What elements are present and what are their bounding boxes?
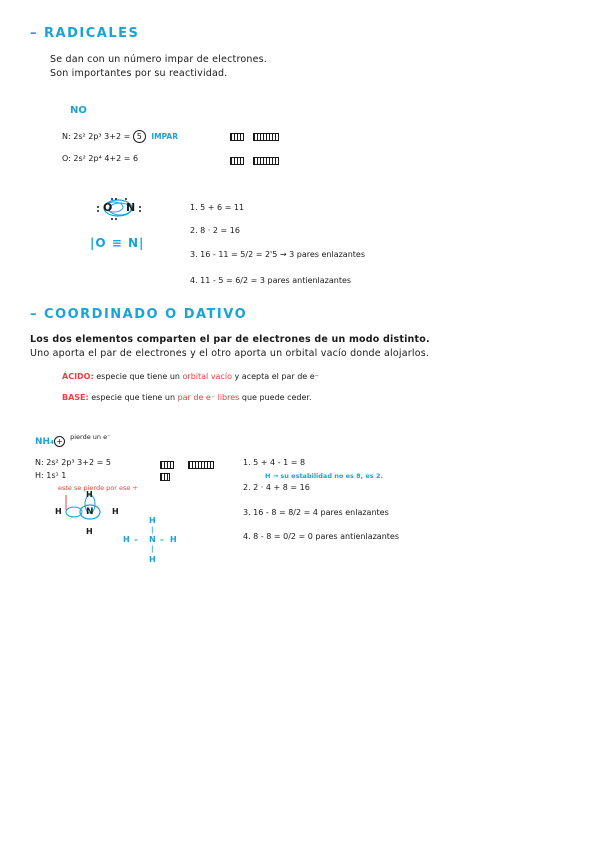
- struct-bond-left: –: [134, 535, 138, 544]
- base-label: BASE:: [62, 393, 89, 402]
- acid-definition: [62, 372, 319, 381]
- base-definition: [62, 393, 312, 402]
- coordinado-step-1: 1. 5 + 4 - 1 = 8: [243, 458, 306, 467]
- struct-h-top: H: [149, 516, 156, 525]
- charge-circled: +: [54, 436, 65, 447]
- coordinado-step-3: 3. 16 - 8 = 8/2 = 4 pares enlazantes: [243, 508, 389, 517]
- charge-note: pierde un e⁻: [70, 433, 111, 441]
- coordinado-step-2: 2. 2 · 4 + 8 = 16: [243, 483, 310, 492]
- lewis-o: O: [103, 201, 113, 214]
- radicales-line-2: Son importantes por su reactividad.: [50, 68, 228, 79]
- atom-n: N: [86, 507, 94, 517]
- radicales-line-1: Se dan con un número impar de electrones.: [50, 54, 267, 65]
- no-structure: |O ≡ N|: [90, 236, 145, 250]
- red-note: este se pierde por ese +: [58, 484, 138, 492]
- nh4-h-config: H: 1s¹ 1: [35, 471, 67, 480]
- n-count-circled: 5: [133, 130, 146, 143]
- lewis-no-drawing: [90, 195, 150, 225]
- struct-h-left: H: [123, 535, 130, 544]
- section-title-coordinado: – COORDINADO O DATIVO: [30, 307, 248, 322]
- orbital-box-icon: [253, 133, 279, 141]
- n-config-row: [62, 130, 178, 143]
- radicales-step-4: 4. 11 - 5 = 6/2 = 3 pares antienlazantes: [190, 276, 352, 285]
- atom-h-right: H: [112, 507, 119, 516]
- acid-text-2: y acepta el par de e⁻: [231, 372, 319, 381]
- orbital-box-icon: [160, 473, 170, 481]
- base-text-2: que puede ceder.: [239, 393, 312, 402]
- coordinado-line-2: Uno aporta el par de electrones y el otro aporta un orbital vacío donde alojarlos.: [30, 348, 430, 359]
- lewis-n: N: [126, 201, 136, 214]
- molecule-no: NO: [70, 105, 87, 116]
- struct-h-bottom: H: [149, 555, 156, 564]
- atom-h-bottom: H: [86, 527, 93, 536]
- atom-h-top: H: [86, 490, 93, 499]
- nh4-n-config: N: 2s² 2p³ 3+2 = 5: [35, 458, 111, 467]
- coordinado-step-4: 4. 8 - 8 = 0/2 = 0 pares antienlazantes: [243, 532, 399, 541]
- atom-h-left: H: [55, 507, 62, 516]
- struct-h-right: H: [170, 535, 177, 544]
- acid-label: ÁCIDO:: [62, 372, 94, 381]
- h-stability-note: H → su estabilidad no es 8, es 2.: [265, 472, 383, 480]
- orbital-box-icon: [253, 157, 279, 165]
- section-title-radicales: – RADICALES: [30, 26, 140, 41]
- molecule-nh4: NH₄: [35, 437, 55, 447]
- n-config: N: 2s² 2p³ 3+2 =: [62, 132, 133, 141]
- struct-bond-bottom: |: [151, 545, 154, 553]
- coordinado-line-1: Los dos elementos comparten el par de electrones de un modo distinto.: [30, 334, 430, 345]
- orbital-box-icon: [160, 461, 174, 469]
- radicales-step-2: 2. 8 · 2 = 16: [190, 226, 240, 235]
- acid-text-1: especie que tiene un: [93, 372, 183, 381]
- orbital-box-icon: [230, 133, 244, 141]
- struct-n: N: [149, 535, 156, 544]
- radicales-step-3: 3. 16 - 11 = 5/2 = 2'5 → 3 pares enlazantes: [190, 250, 366, 259]
- radicales-step-1: 1. 5 + 6 = 11: [190, 203, 245, 212]
- struct-bond-top: |: [151, 526, 154, 534]
- struct-bond-right: –: [160, 535, 164, 544]
- base-text-1: especie que tiene un: [88, 393, 178, 402]
- n-impar-label: IMPAR: [151, 132, 179, 141]
- o-config: O: 2s² 2p⁴ 4+2 = 6: [62, 154, 139, 163]
- base-highlight: par de e⁻ libres: [177, 393, 240, 402]
- orbital-box-icon: [188, 461, 214, 469]
- orbital-box-icon: [230, 157, 244, 165]
- nh4-header: [35, 429, 111, 448]
- acid-highlight: orbital vacío: [182, 372, 232, 381]
